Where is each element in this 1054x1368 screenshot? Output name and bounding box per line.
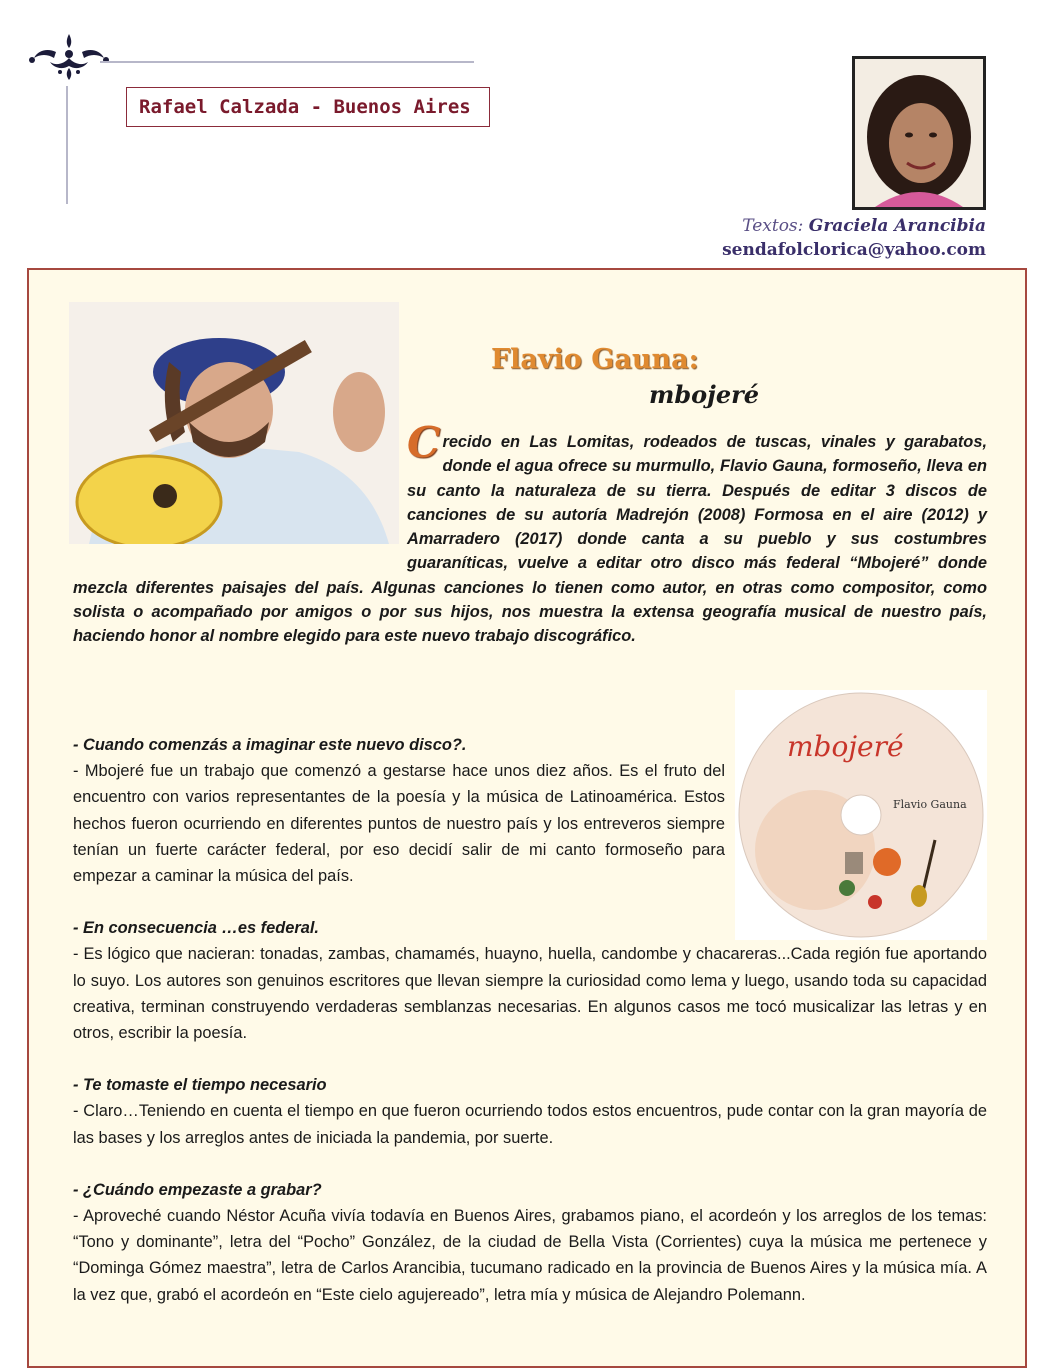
author-email: sendafolclorica@yahoo.com: [722, 240, 986, 260]
author-credits: [722, 214, 986, 262]
header-rule: [100, 61, 474, 63]
header-vertical-rule: [66, 86, 68, 204]
answer: - Es lógico que nacieran: tonadas, zambas, chamamés, huayno, huella, candombe y chacareras...Cada región fue aportando lo suyo. Los autores son genuinos escritores que llevan siempre la curiosidad como lema y luego, usando toda su capacidad creativa, terminan construyendo verdaderas semblanzas necesarias. En algunos casos me tocó musicalizar las letras y en otros, escribir la poesía.: [73, 945, 987, 1043]
answer: - Claro…Teniendo en cuenta el tiempo en que fueron ocurriendo todos estos encuentros, pude contar con la gran mayoría de las bases y los arreglos antes de iniciada la pandemia, por suerte.: [73, 1102, 987, 1147]
qa-item: [73, 1072, 987, 1151]
cd-wrap-space: [725, 732, 987, 938]
answer: - Mbojeré fue un trabajo que comenzó a gestarse hace unos diez años. Es el fruto del encuentro con varios representantes de la poesía y la música de Latinoamérica. Estos hechos fueron ocurriendo en diferentes puntos de nuestro país y los entreveros siempre tenían un fuerte carácter federal, por eso decidí salir de mi canto formoseño para empezar a caminar la música del país.: [73, 762, 725, 886]
intro-text: recido en Las Lomitas, rodeados de tuscas, vinales y garabatos, donde el agua ofrece su murmullo, Flavio Gauna, formoseño, lleva en su canto la naturaleza de su tierra. Después de editar 3 discos de canciones de su autoría Madrejón (2008) Formosa en el aire (2012) y Amarradero (2017) donde canta a su pueblo y sus costumbres guaraníticas, vuelve a editar otro disco más federal “Mbojeré” donde mezcla diferentes paisajes del país. Algunas canciones lo tienen como autor, en otras como compositor, como solista o acompañado por amigos o por sus hijos, nos muestra la extensa geografía musical de nuestro país, haciendo honor al nombre elegido para este nuevo trabajo discográfico.: [73, 433, 987, 646]
article-panel: [27, 268, 1027, 1368]
question: - En consecuencia …es federal.: [73, 919, 319, 938]
question: - ¿Cuándo empezaste a grabar?: [73, 1180, 322, 1199]
question: - Te tomaste el tiempo necesario: [73, 1076, 327, 1095]
photo-wrap-space: [73, 430, 407, 552]
location-label: Rafael Calzada - Buenos Aires: [126, 87, 490, 127]
cd-artist: Flavio Gauna: [893, 798, 967, 811]
interview-body: [73, 732, 987, 1334]
answer: - Aproveché cuando Néstor Acuña vivía todavía en Buenos Aires, grabamos piano, el acordeón y los arreglos de los temas: “Tono y dominante”, letra del “Pocho” González, de la ciudad de Bella Vista (Corrientes) cuya la música me pertenece y “Dominga Gómez maestra”, letra de Carlos Arancibia, tucumano radicado en la provincia de Buenos Aires y la música mía. A la vez que, grabó el acordeón en “Este cielo agujereado”, letra mía y música de Alejandro Polemann.: [73, 1207, 987, 1304]
fleur-ornament-icon: [26, 32, 112, 82]
article-subtitle: mbojeré: [649, 380, 760, 409]
credit-label: Textos:: [742, 216, 804, 236]
cd-title: mbojeré: [787, 730, 904, 763]
drop-cap: C: [407, 418, 441, 467]
author-portrait: [852, 56, 986, 210]
question: - Cuando comenzás a imaginar este nuevo disco?.: [73, 736, 467, 754]
intro-paragraph: [73, 418, 987, 649]
qa-item: [73, 1177, 987, 1308]
author-name: Graciela Arancibia: [808, 216, 986, 236]
article-title: Flavio Gauna:: [491, 344, 699, 375]
